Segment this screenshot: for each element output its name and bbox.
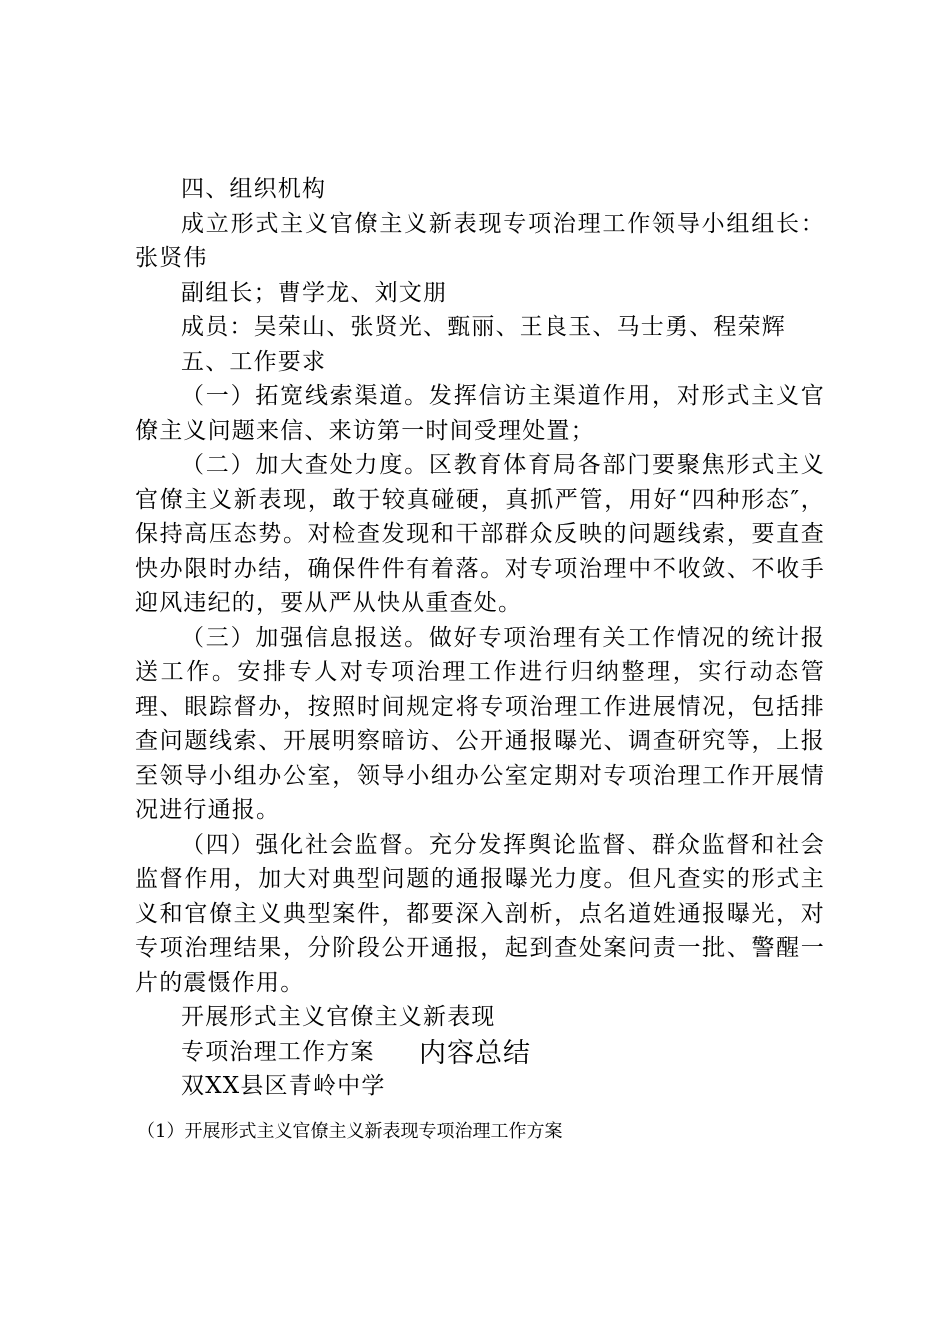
paragraph-deputy: 副组长；曹学龙、刘文朋 [181,279,448,306]
document-body [135,172,825,1104]
section-heading-requirements: 五、工作要求 [181,348,327,375]
paragraph-requirement-4: （四）强化社会监督。充分发挥舆论监督、群众监督和社会监督作用，加大对典型问题的通报曝光力度。但凡查实的形式主义和官僚主义典型案件，都要深入剖析，点名道姓通报曝光，对专项治理结果，分阶段公开通报，起到查处案问责一批、警醒一片的震慑作用。 [135,831,825,996]
closing-organization: 双XX县区青岭中学 [181,1073,386,1099]
paragraph-members: 成员：吴荣山、张贤光、甄丽、王良玉、马士勇、程荣辉 [181,314,786,340]
paragraph-requirement-1: （一）拓宽线索渠道。发挥信访主渠道作用，对形式主义官僚主义问题来信、来访第一时间受理处置； [135,383,825,444]
paragraph-leader: 成立形式主义官僚主义新表现专项治理工作领导小组组长：张贤伟 [135,210,825,271]
paragraph-requirement-2: （二）加大查处力度。区教育体育局各部门要聚焦形式主义官僚主义新表现，敢于较真碰硬，真抓严管，用好“四种形态″，保持高压态势。对检查发现和干部群众反映的问题线索，要直查快办限时办结，确保件件有着落。对专项治理中不收敛、不收手迎风违纪的，要从严从快从重查处。 [135,452,825,616]
paragraph-requirement-3: （三）加强信息报送。做好专项治理有关工作情况的统计报送工作。安排专人对专项治理工作进行归纳整理，实行动态管理、眼踪督办，按照时间规定将专项治理工作进展情况，包括排查问题线索、开展明察暗访、公开通报曝光、调查研究等，上报至领导小组办公室，领导小组办公室定期对专项治理工作开展情况进行通报。 [135,624,825,823]
section-heading-organization: 四、组织机构 [181,176,327,202]
summary-title: 内容总结 [419,1038,531,1069]
summary-item: （1）开展形式主义官僚主义新表现专项治理工作方案 [137,1121,563,1142]
closing-title-line-1: 开展形式主义官僚主义新表现 [181,1004,496,1030]
closing-title-line-2: 专项治理工作方案 [181,1038,375,1065]
